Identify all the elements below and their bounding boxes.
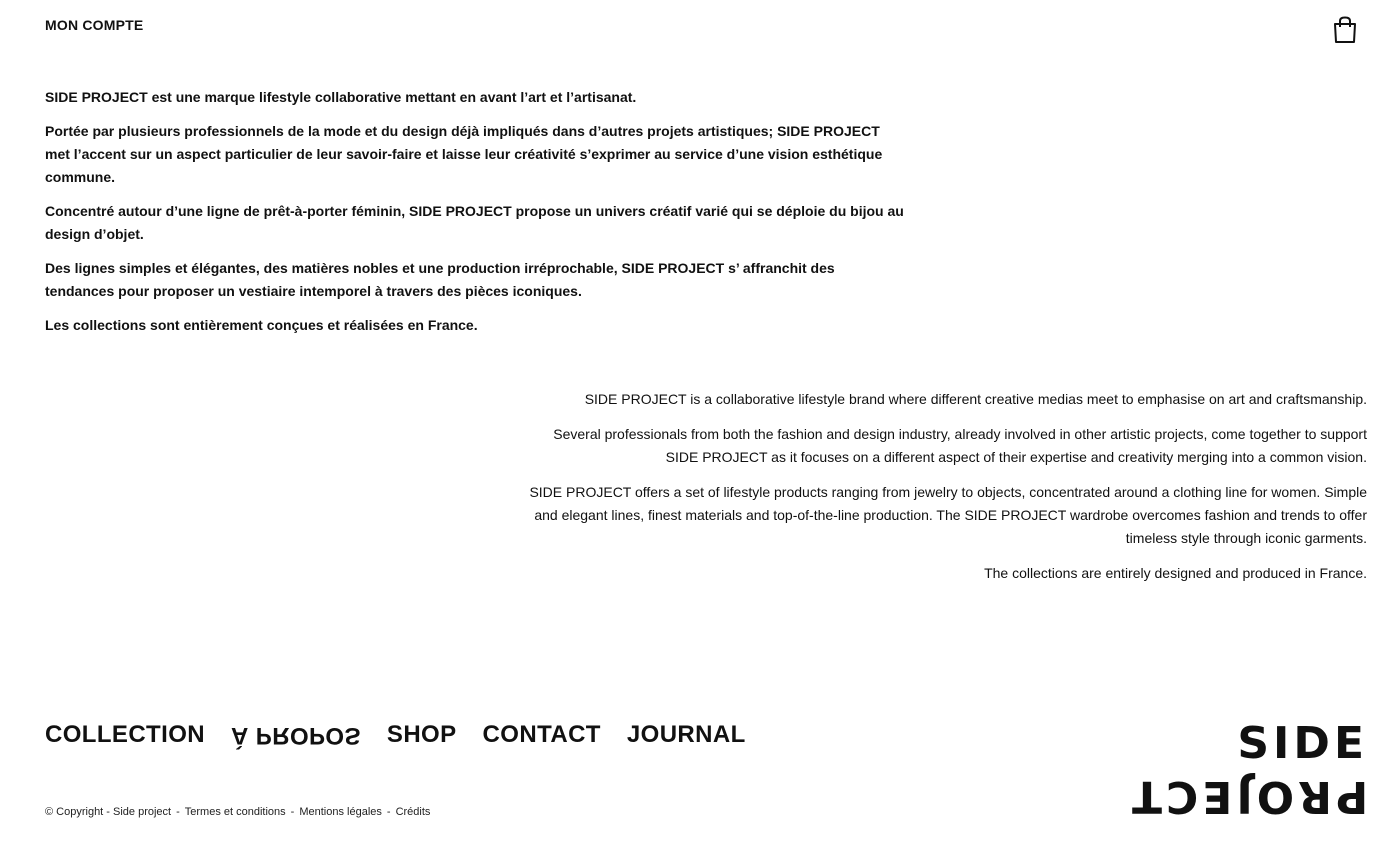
credits-link[interactable]: Crédits: [395, 806, 431, 818]
about-text-english: [527, 388, 1367, 597]
logo-line-side: SIDE: [1237, 718, 1368, 769]
about-fr-paragraph: Les collections sont entièrement conçues et réalisées en France.: [45, 317, 478, 333]
about-en-paragraph: SIDE PROJECT offers a set of lifestyle products ranging from jewelry to objects, concentrated around a clothing line for women. Simple and elegant lines, finest materials and top-of-the-line production. The SIDE PROJECT wardrobe overcomes fashion and trends to offer timeless style through iconic garments.: [529, 484, 1367, 546]
logo-line-project: PROJECT: [1127, 771, 1368, 822]
nav-link-journal[interactable]: JOURNAL: [626, 721, 746, 748]
nav-link-contact[interactable]: CONTACT: [482, 721, 601, 748]
footer-legal: [45, 806, 430, 818]
about-fr-paragraph: Portée par plusieurs professionnels de la mode et du design déjà impliqués dans d’autres projets artistiques; SIDE PROJECT met l’accent sur un aspect particulier de leur savoir-faire et laisse leur créativité s’exprimer au service d’une vision esthétique commune.: [45, 123, 883, 185]
about-text-french: [45, 86, 905, 348]
about-en-paragraph: The collections are entirely designed and produced in France.: [984, 565, 1367, 581]
about-fr-paragraph: Concentré autour d’une ligne de prêt-à-porter féminin, SIDE PROJECT propose un univers créatif varié qui se déploie du bijou au design d’objet.: [45, 203, 904, 242]
separator: -: [290, 806, 295, 818]
about-en-paragraph: Several professionals from both the fashion and design industry, already involved in other artistic projects, come together to support SIDE PROJECT as it focuses on a different aspect of their expertise and creativity merging into a common vision.: [553, 426, 1367, 465]
nav-link-a-propos[interactable]: À PROPOS: [231, 722, 361, 749]
copyright-text: © Copyright - Side project: [45, 806, 172, 818]
shopping-bag-icon: [1332, 16, 1358, 44]
account-link[interactable]: MON COMPTE: [45, 17, 144, 33]
brand-logo[interactable]: [1128, 718, 1368, 822]
about-fr-paragraph: Des lignes simples et élégantes, des matières nobles et une production irréprochable, SIDE PROJECT s’ affranchit des tendances pour proposer un vestiaire intemporel à travers des pièces iconiques.: [45, 260, 835, 299]
nav-link-collection[interactable]: COLLECTION: [45, 721, 205, 748]
about-en-paragraph: SIDE PROJECT is a collaborative lifestyle brand where different creative medias meet to emphasise on art and craftsmanship.: [584, 391, 1367, 407]
legal-notice-link[interactable]: Mentions légales: [299, 806, 382, 818]
separator: -: [176, 806, 180, 818]
main-navigation: [45, 719, 772, 751]
terms-link[interactable]: Termes et conditions: [184, 806, 286, 818]
separator: -: [386, 806, 391, 818]
nav-link-shop[interactable]: SHOP: [386, 721, 457, 748]
about-fr-paragraph: SIDE PROJECT est une marque lifestyle collaborative mettant en avant l’art et l’artisanat.: [45, 89, 637, 105]
cart-button[interactable]: [1332, 16, 1358, 44]
